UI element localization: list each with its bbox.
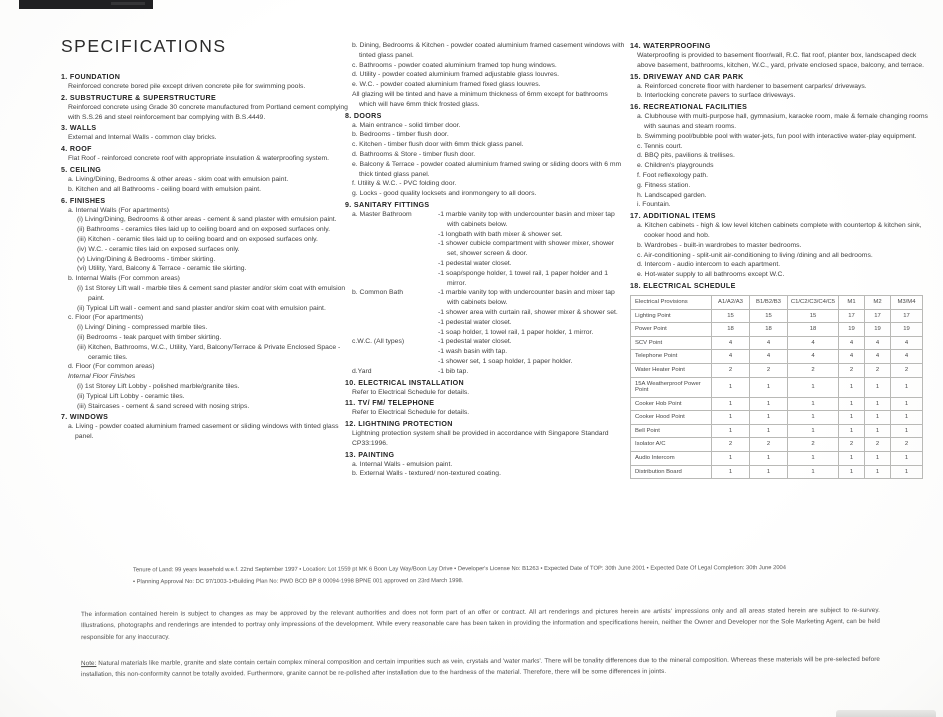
fitting-item: -1 pedestal water closet. [438,318,512,326]
spec-line: b. Swimming pool/bubble pool with water-jets, fun pool with interactive water-play equipment. [637,132,917,140]
spec-section [61,123,349,143]
table-cell: 19 [865,323,891,337]
table-cell: 1 [750,465,788,479]
spec-line: (iv) W.C. - ceramic tiles laid on exposed surfaces only. [77,245,240,253]
spec-line: b. Interlocking concrete pavers to surface driveways. [637,92,796,100]
electrical-schedule-table [630,295,923,479]
spec-section [345,398,626,418]
fitting-label: a. Master Bathroom [352,210,412,218]
spec-line: b. Bedrooms - timber flush door. [352,131,449,139]
spec-line: e. W.C. - powder coated aluminium framed fixed glass louvres. [352,81,541,89]
table-cell: 4 [712,350,750,364]
spec-line: e. Children's playgrounds [637,162,714,170]
table-cell: 17 [839,309,865,323]
table-cell: 1 [712,465,750,479]
table-cell: 1 [839,377,865,397]
spec-line: a. Living - powder coated aluminium framed casement or sliding windows with tinted glass panel. [68,423,339,441]
table-cell: 19 [891,323,923,337]
table-cell: 4 [891,336,923,350]
scan-artifact-bottom-smudge [836,710,936,717]
table-header-row [631,295,923,309]
spec-line: a. Clubhouse with multi-purpose hall, gymnasium, karaoke room, male & female changing rooms with saunas and steam rooms. [637,113,928,130]
spec-line: d. Floor (For common areas) [68,363,155,371]
table-cell: 1 [712,424,750,438]
section-heading: 14. WATERPROOFING [630,42,711,50]
table-row [631,323,923,337]
spec-line: (ii) Typical Lift Lobby - ceramic tiles. [77,392,185,400]
spec-line: h. Landscaped garden. [637,191,707,199]
spec-line: f. Foot reflexology path. [637,171,709,179]
section-heading: 3. WALLS [61,124,97,133]
table-cell: 1 [891,424,923,438]
spec-column-1 [61,72,349,443]
table-cell: 1 [788,424,839,438]
section-heading: 17. ADDITIONAL ITEMS [630,212,716,221]
fitting-label: c.W.C. (All types) [352,338,405,346]
spec-line: Refer to Electrical Schedule for details. [352,388,470,396]
spec-line: d. Bathrooms & Store - timber flush door. [352,150,476,158]
spec-section [61,412,349,442]
table-cell: 4 [891,350,923,364]
table-cell: 15 [750,309,788,323]
fitting-item: -1 soap/sponge holder, 1 towel rail, 1 paper holder and 1 mirror. [438,269,609,287]
table-cell: 1 [712,411,750,425]
table-cell: Audio Intercom [631,452,712,466]
disclaimer-paragraph: The information contained herein is subject to changes as may be approved by the relevant authorities and does not form part of an offer or contract. All art renderings and pictures herein are artists' impressions only and all areas stated herein are subject to re-survey. Illustrations, photographs and renderings are intended to portray only impressions of the development. While every reasonable care has been taken in providing the information and specifications herein, neither the Owner and Developer nor the Sole Marketing Agent, can be held responsible for any inaccuracy. [80,606,881,641]
section-heading: 18. ELECTRICAL SCHEDULE [630,281,736,290]
spec-line: c. Tennis court. [637,142,683,150]
table-cell: 4 [750,350,788,364]
spec-line: i. Fountain. [637,201,671,209]
scan-artifact-top-strip [19,0,153,9]
table-cell: 17 [865,309,891,323]
table-cell: 1 [750,424,788,438]
spec-line: All glazing will be tinted and have a minimum thickness of 6mm except for bathrooms which will have 6mm thick frosted glass. [352,90,608,108]
materials-note-paragraph [81,654,880,681]
fitting-label: b. Common Bath [352,289,403,297]
section-heading: 7. WINDOWS [61,413,109,422]
table-cell: 1 [839,452,865,466]
table-cell: Power Point [631,323,712,337]
spec-line: External and Internal Walls - common clay bricks. [68,134,217,142]
section-heading: 1. FOUNDATION [61,73,121,81]
table-cell: 4 [712,336,750,350]
table-cell: 1 [788,411,839,425]
table-cell: Distribution Board [631,465,712,479]
table-row [631,309,923,323]
section-heading: 16. RECREATIONAL FACILITIES [630,103,748,112]
table-cell: 1 [788,397,839,411]
spec-line: a. Kitchen cabinets - high & low level kitchen cabinets complete with countertop & kitchen sink, cooker hood and hob. [637,222,922,239]
table-cell: 2 [891,363,923,377]
table-cell: Isolator A/C [631,438,712,452]
table-cell: 2 [865,438,891,452]
table-cell: 1 [712,377,750,397]
spec-section [630,72,929,102]
table-cell: 2 [712,438,750,452]
spec-section [345,419,626,449]
planning-approval-line: • Planning Approval No: DC 97/1003-1•Building Plan No: PWD BCD BP 8 00094-1998 BPNE 001 approved on 23rd March 1998. [132,578,464,586]
spec-line: a. Main entrance - solid timber door. [352,121,461,129]
note-text: Natural materials like marble, granite and slate contain certain complex mineral composition and certain impurities such as vein, crystals and 'water marks'. There will be tonality differences due to the mineral composition. Whereas these materials will be pre-selected before installation, this non-conformity cannot be totally avoided. Furthermore, granite cannot be re-polished after installation due to the hardness of the material. Therefore, there will be some differences in joints. [81,655,880,679]
spec-line: a. Internal Walls (For apartments) [68,206,169,214]
spec-section [61,72,349,92]
table-cell: 1 [891,377,923,397]
note-label: Note: [80,660,97,668]
spec-line: c. Kitchen - timber flush door with 6mm thick glass panel. [352,141,524,149]
fitting-item: -1 marble vanity top with undercounter basin and mixer tap with cabinets below. [438,210,615,228]
section-heading: 2. SUBSTRUCTURE & SUPERSTRUCTURE [61,93,217,102]
fitting-items [438,367,626,377]
spec-line: (i) 1st Storey Lift wall - marble tiles & cement sand plaster and/or skim coat with emulsion paint. [77,284,346,302]
table-cell: 1 [750,397,788,411]
spec-line: c. Floor (For apartments) [68,314,144,322]
table-cell: 1 [865,397,891,411]
fitting-item: -1 bib tap. [438,367,469,375]
table-cell: Bell Point [631,424,712,438]
spec-line: e. Hot-water supply to all bathrooms except W.C. [637,271,785,279]
spec-column-3 [630,41,929,480]
spec-section [630,211,929,280]
table-cell: 1 [712,452,750,466]
fitting-items [438,210,626,288]
table-row [631,438,923,452]
spec-section [61,93,349,123]
spec-section [630,281,929,479]
table-header-cell: C1/C2/C3/C4/C5 [788,295,839,309]
spec-section [345,111,626,199]
spec-line: (i) 1st Storey Lift Lobby - polished marble/granite tiles. [77,382,240,390]
table-cell: 18 [750,323,788,337]
table-cell: Water Heater Point [631,363,712,377]
table-row [631,363,923,377]
spec-line: a. Internal Walls - emulsion paint. [352,460,453,468]
spec-line: Refer to Electrical Schedule for details. [352,409,470,417]
table-cell: 1 [750,452,788,466]
spec-line: a. Living/Dining, Bedrooms & other areas - skim coat with emulsion paint. [68,175,289,183]
fitting-item: -1 pedestal water closet. [438,259,512,267]
section-heading: 13. PAINTING [345,450,395,459]
page-title: SPECIFICATIONS [61,36,227,56]
table-header-cell: Electrical Provisions [631,295,712,309]
table-cell: 1 [788,452,839,466]
spec-section [61,196,349,412]
fitting-label: d.Yard [352,367,372,375]
table-cell: 4 [839,336,865,350]
spec-line: b. External Walls - textured/ non-textured coating. [352,470,501,478]
table-cell: 4 [839,350,865,364]
fitting-row [345,337,626,366]
table-cell: 2 [865,363,891,377]
table-cell: 4 [788,336,839,350]
table-cell: 2 [839,363,865,377]
table-cell: 18 [712,323,750,337]
section-heading: 6. FINISHES [61,196,106,205]
table-cell: Cooker Hood Point [631,411,712,425]
table-cell: 1 [865,377,891,397]
table-cell: 1 [865,411,891,425]
table-cell: 4 [788,350,839,364]
table-row [631,411,923,425]
spec-line: a. Reinforced concrete floor with hardener to basement carparks/ driveways. [637,82,867,90]
spec-line: Reinforced concrete using Grade 30 concrete manufactured from Portland cement complying with S.S.26 and steel reinforcement bar complying with B.S.4449. [68,103,348,121]
table-cell: 1 [891,411,923,425]
table-row [631,377,923,397]
table-cell: 1 [865,424,891,438]
section-heading: 9. SANITARY FITTINGS [345,200,430,209]
spec-line: (i) Living/Dining, Bedrooms & other areas - cement & sand plaster with emulsion paint. [77,216,337,224]
fitting-row [345,367,626,377]
spec-line: b. Dining, Bedrooms & Kitchen - powder coated aluminium framed casement windows with tinted glass panel. [352,42,625,59]
spec-line: (i) Living/ Dining - compressed marble tiles. [77,324,208,332]
spec-line: d. BBQ pits, pavilions & trellises. [637,152,735,160]
table-cell: 1 [788,465,839,479]
spec-line: Waterproofing is provided to basement floor/wall, R.C. flat roof, planter box, landscaped deck above basement, bathrooms, kitchen, W.C., yard, private enclosed space, balcony, and terrace. [637,52,925,69]
spec-line: Internal Floor Finishes [68,373,136,381]
spec-line: c. Bathrooms - powder coated aluminium framed top hung windows. [352,61,557,69]
table-cell: 1 [865,465,891,479]
table-cell: 1 [891,452,923,466]
table-cell: Lighting Point [631,309,712,323]
table-cell: 2 [750,363,788,377]
table-cell: 18 [788,323,839,337]
spec-section [61,144,349,164]
table-cell: SCV Point [631,336,712,350]
fitting-row [345,288,626,337]
spec-section [345,200,626,377]
table-cell: 1 [839,465,865,479]
table-cell: Cooker Hob Point [631,397,712,411]
table-header-cell: M2 [865,295,891,309]
section-heading: 15. DRIVEWAY AND CAR PARK [630,72,744,81]
spec-line: b. Internal Walls (For common areas) [68,275,180,283]
table-row [631,465,923,479]
spec-line: c. Air-conditioning - split-unit air-conditioning to living /dining and all bedrooms. [637,251,873,259]
section-heading: 12. LIGHTNING PROTECTION [345,420,453,429]
table-row [631,336,923,350]
spec-section [345,41,626,110]
table-row [631,350,923,364]
spec-line: (ii) Typical Lift wall - cement and sand plaster and/or skim coat with emulsion paint. [77,304,326,312]
table-cell: 19 [839,323,865,337]
fitting-items [438,288,626,337]
table-cell: 1 [788,377,839,397]
table-cell: Telephone Point [631,350,712,364]
spec-line: d. Utility - powder coated aluminium framed adjustable glass louvres. [352,71,560,79]
table-cell: 1 [839,397,865,411]
table-cell: 1 [839,424,865,438]
table-cell: 15 [712,309,750,323]
table-header-cell: M1 [839,295,865,309]
table-cell: 15 [788,309,839,323]
spec-section [61,165,349,195]
section-heading: 10. ELECTRICAL INSTALLATION [345,378,465,387]
spec-column-2 [345,41,626,480]
fitting-item: -1 marble vanity top with undercounter basin and mixer tap with cabinets below. [438,289,615,307]
table-cell: 1 [750,377,788,397]
spec-line: (vi) Utility, Yard, Balcony & Terrace - ceramic tile skirting. [77,265,247,273]
table-cell: 4 [750,336,788,350]
spec-line: (iii) Kitchen - ceramic tiles laid up to ceiling board and on exposed surfaces only. [77,235,318,243]
spec-line: d. Intercom - audio intercom to each apartment. [637,261,781,269]
table-row [631,397,923,411]
spec-line: (ii) Bathrooms - ceramics tiles laid up to ceiling board and on exposed surfaces only. [77,226,330,234]
spec-line: g. Fitness station. [637,181,691,189]
table-cell: 2 [750,438,788,452]
spec-line: e. Balcony & Terrace - powder coated aluminium framed swing or sliding doors with 6 mm thick tinted glass panel. [352,160,622,178]
table-cell: 1 [891,465,923,479]
spec-line: Reinforced concrete bored pile except driven concrete pile for swimming pools. [68,83,306,90]
spec-section [630,102,929,210]
spec-line: f. Utility & W.C. - PVC folding door. [352,180,457,188]
spec-line: (iii) Kitchen, Bathrooms, W.C., Utility, Yard, Balcony/Terrace & Private Enclosed Space - ceramic tiles. [77,343,341,361]
table-cell: 2 [788,438,839,452]
table-cell: 4 [865,336,891,350]
table-cell: 1 [891,397,923,411]
table-cell: 1 [750,411,788,425]
fitting-item: -1 pedestal water closet. [438,338,512,346]
table-header-cell: A1/A2/A3 [712,295,750,309]
spec-line: Lightning protection system shall be provided in accordance with Singapore Standard CP33:1996. [352,430,609,447]
table-cell: 4 [865,350,891,364]
spec-line: (v) Living/Dining & Bedrooms - timber skirting. [77,255,216,263]
fitting-item: -1 shower cubicle compartment with shower mixer, shower set, shower screen & door. [438,240,615,258]
fitting-items [438,337,626,366]
table-cell: 2 [839,438,865,452]
tenure-line: Tenure of Land: 99 years leasehold w.e.f. 22nd September 1997 • Location: Lot 1559 pt MK 6 Boon Lay Way/Boon Lay Drive • Developer's License No: B1263 • Expected Date of TOP: 30th June 2001 • Expected Date Of Legal Completion: 30th June 2004 [132,565,786,574]
table-row [631,424,923,438]
fitting-row [345,210,626,288]
table-cell: 1 [839,411,865,425]
spec-section [345,378,626,398]
fitting-item: -1 soap holder, 1 towel rail, 1 paper holder, 1 mirror. [438,328,594,336]
table-cell: 17 [891,309,923,323]
section-heading: 11. TV/ FM/ TELEPHONE [345,399,435,408]
table-cell: 2 [788,363,839,377]
fitting-item: -1 shower set, 1 soap holder, 1 paper holder. [438,357,573,365]
fitting-item: -1 longbath with bath mixer & shower set. [438,230,563,238]
spec-line: (ii) Bedrooms - teak parquet with timber skirting. [77,333,222,341]
fitting-item: -1 shower area with curtain rail, shower mixer & shower set. [438,308,618,316]
spec-section [630,41,929,71]
fitting-item: -1 wash basin with tap. [438,348,508,356]
section-heading: 8. DOORS [345,111,382,120]
table-cell: 2 [891,438,923,452]
table-cell: 1 [712,397,750,411]
spec-line: b. Wardrobes - built-in wardrobes to master bedrooms. [637,241,802,249]
table-header-cell: B1/B2/B3 [750,295,788,309]
spec-line: b. Kitchen and all Bathrooms - ceiling board with emulsion paint. [68,185,262,193]
table-cell: 1 [865,452,891,466]
table-cell: 15A Weatherproof Power Point [631,377,712,397]
table-row [631,452,923,466]
table-header-cell: M3/M4 [891,295,923,309]
table-cell: 2 [712,363,750,377]
section-heading: 5. CEILING [61,165,102,174]
spec-section [345,450,626,480]
spec-line: g. Locks - good quality locksets and ironmongery to all doors. [352,190,537,198]
spec-line: (iii) Staircases - cement & sand screed with nosing strips. [77,402,250,410]
section-heading: 4. ROOF [61,145,92,154]
spec-line: Flat Roof - reinforced concrete roof with appropriate insulation & waterproofing system. [68,155,330,163]
